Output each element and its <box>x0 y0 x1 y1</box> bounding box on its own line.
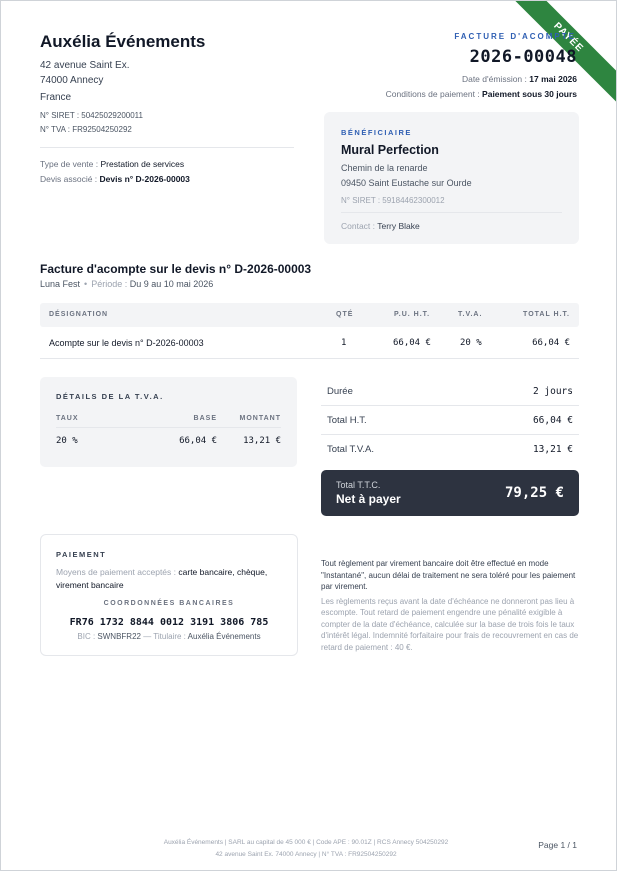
beneficiary-siret: N° SIRET : 59184462300012 <box>341 196 445 205</box>
sale-type-label: Type de vente : <box>40 159 99 169</box>
document-type: FACTURE D'ACOMPTE <box>454 32 576 41</box>
net-to-pay-label: Net à payer <box>336 492 401 506</box>
bullet-icon: • <box>84 279 88 289</box>
contact-label: Contact : <box>341 221 376 231</box>
total-ttc-label: Total T.T.C. <box>336 480 381 490</box>
total-ht-value: 66,04 € <box>532 415 573 426</box>
summary-duration-row <box>321 377 579 406</box>
issue-date-label: Date d'émission : <box>461 74 527 84</box>
quote-row <box>40 174 190 184</box>
event-name: Luna Fest <box>40 279 81 289</box>
payment-methods <box>56 566 286 591</box>
vat-details-label: DÉTAILS DE LA T.V.A. <box>56 392 164 401</box>
total-tva-value: 13,21 € <box>532 444 573 455</box>
beneficiary-label: BÉNÉFICIAIRE <box>341 128 412 137</box>
vat-col-base: BASE <box>193 415 217 422</box>
divider <box>56 427 281 428</box>
total-tva-label: Total T.V.A. <box>327 444 375 455</box>
separator: — <box>143 632 152 641</box>
item-vat: 20 % <box>460 338 482 348</box>
item-designation: Acompte sur le devis n° D-2026-00003 <box>49 338 204 348</box>
contact-value: Terry Blake <box>377 221 420 231</box>
payment-label: PAIEMENT <box>56 550 107 559</box>
beneficiary-name: Mural Perfection <box>341 143 439 157</box>
duration-value: 2 jours <box>532 386 573 397</box>
vat-col-amount: MONTANT <box>239 415 281 422</box>
period-value: Du 9 au 10 mai 2026 <box>129 279 214 289</box>
transfer-note: Tout règlement par virement bancaire doit être effectué en mode "Instantané", aucun délai de traitement ne sera toléré pour les paiement par virement. <box>321 559 576 591</box>
issue-date-row <box>462 74 577 84</box>
item-qty: 1 <box>341 338 347 348</box>
net-to-pay-value: 79,25 € <box>504 485 564 501</box>
summary-ht-row <box>321 406 579 435</box>
beneficiary-address-line2: 09450 Saint Eustache sur Ourde <box>341 178 472 188</box>
bank-details-label: COORDONNÉES BANCAIRES <box>103 600 235 607</box>
payment-methods-label: Moyens de paiement acceptés : <box>56 567 177 577</box>
payment-terms-label: Conditions de paiement : <box>385 89 480 99</box>
divider <box>341 212 562 213</box>
company-address-line1: 42 avenue Saint Ex. <box>40 60 130 71</box>
vat-details-card <box>40 377 297 467</box>
company-country: France <box>40 92 72 103</box>
payment-terms-row <box>386 89 577 99</box>
total-ht-label: Total H.T. <box>327 415 367 426</box>
sale-type-value: Prestation de services <box>100 159 185 169</box>
col-unit-price: P.U. H.T. <box>394 311 431 318</box>
holder-value: Auxélia Événements <box>187 632 261 641</box>
vat-col-rate: TAUX <box>56 415 79 422</box>
footer <box>131 837 481 861</box>
col-vat: T.V.A. <box>458 311 483 318</box>
vat-base: 66,04 € <box>179 436 217 446</box>
issue-date-value: 17 mai 2026 <box>529 74 577 84</box>
divider <box>40 147 294 148</box>
beneficiary-address-line1: Chemin de la renarde <box>341 163 428 173</box>
document-number: 2026-00048 <box>469 47 577 67</box>
bic-holder-row <box>41 632 297 641</box>
items-table-header <box>40 303 579 327</box>
payment-terms-value: Paiement sous 30 jours <box>482 89 577 99</box>
item-unit-price: 66,04 € <box>393 338 431 348</box>
beneficiary-contact <box>341 221 420 231</box>
beneficiary-card <box>324 112 579 244</box>
col-qty: QTÉ <box>336 311 354 318</box>
bic-value: SWNBFR22 <box>97 632 141 641</box>
summary-tva-row <box>321 435 579 464</box>
company-address-line2: 74000 Annecy <box>40 75 104 86</box>
col-designation: DÉSIGNATION <box>49 311 109 318</box>
invoice-subtitle <box>40 279 213 289</box>
holder-label: Titulaire : <box>153 632 186 641</box>
table-row <box>40 327 579 359</box>
late-payment-note: Les règlements reçus avant la date d'échéance ne donneront pas lieu à escompte. Tout retard de paiement engendre une pénalité exigible à compter de la date d'échéance, calculée sur la base de trois fois le taux d'intérêt légal. Indemnité forfaitaire pour frais de recouvrement en cas de retard de paiement : 40 €. <box>321 596 579 652</box>
period-label: Période : <box>91 279 128 289</box>
company-tva: N° TVA : FR92504250292 <box>40 125 132 134</box>
company-siret: N° SIRET : 50425029200011 <box>40 111 143 120</box>
company-name: Auxélia Événements <box>40 32 206 51</box>
col-total: TOTAL H.T. <box>523 311 570 318</box>
page-number: Page 1 / 1 <box>538 840 577 850</box>
quote-value: Devis n° D-2026-00003 <box>99 174 190 184</box>
footer-line1: Auxélia Événements | SARL au capital de 45 000 € | Code APE : 90.01Z | RCS Annecy 504250292 <box>163 839 449 846</box>
iban: FR76 1732 8844 0012 3191 3806 785 <box>69 617 269 628</box>
legal-notes <box>321 558 579 656</box>
payment-methods-value: carte bancaire, chèque, virement bancaire <box>56 567 268 590</box>
vat-rate: 20 % <box>56 436 78 446</box>
quote-label: Devis associé : <box>40 174 98 184</box>
paid-ribbon: PAYÉE <box>490 0 617 116</box>
footer-line2: 42 avenue Saint Ex. 74000 Annecy | N° TVA : FR92504250292 <box>215 851 397 858</box>
sale-type-row <box>40 159 184 169</box>
payment-card <box>40 534 298 656</box>
invoice-title: Facture d'acompte sur le devis n° D-2026-00003 <box>40 262 312 276</box>
vat-amount: 13,21 € <box>243 436 281 446</box>
bic-label: BIC : <box>77 632 96 641</box>
duration-label: Durée <box>327 386 353 397</box>
net-to-pay-box <box>321 470 579 516</box>
item-total: 66,04 € <box>532 338 570 348</box>
